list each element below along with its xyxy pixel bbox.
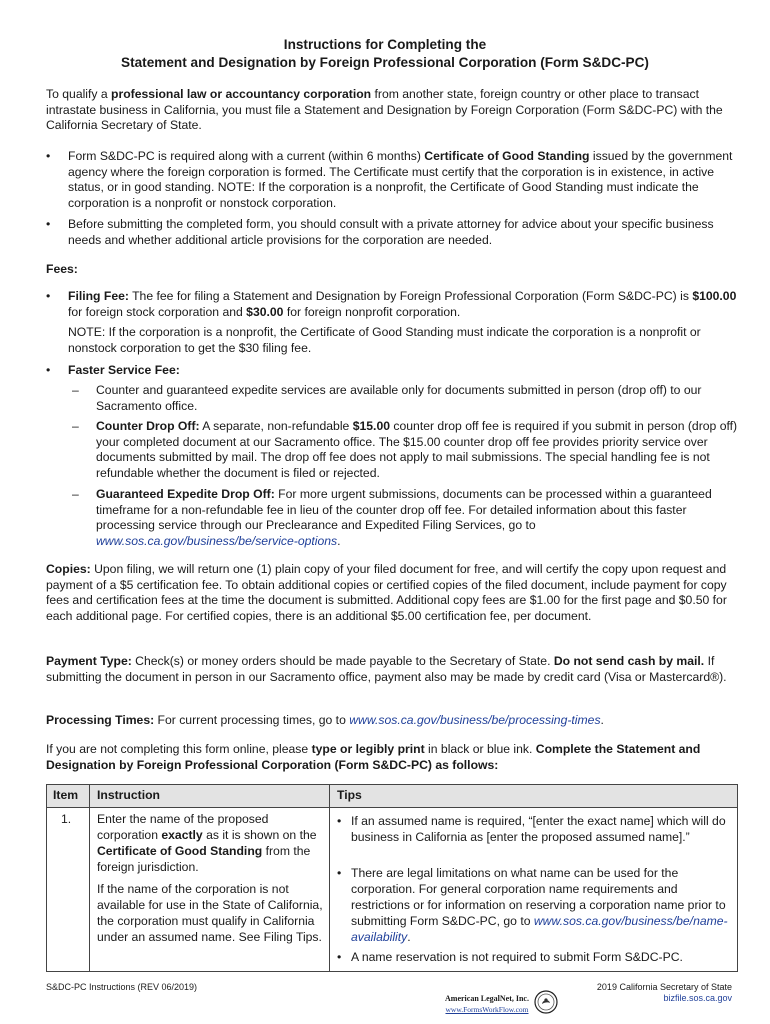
instructions-table: Item Instruction Tips 1. Enter the name of the proposed corporation exactly as it is shown on the Certificate of Good Standing from the foreign jurisdiction. If the name of the corporation is not available for use in the State of California, the corporation must qualify in California under an assumed name. See Filing Tips. • If an assumed name is required, “[enter the exact name] which will do business in California as [enter the proposed assumed name].” • There are legal limitations on what name can be used for the corporation. For general corporation name requirements and restrictions or for information on reserving a corporation name prior to submitting Form S&DC-PC, go to www.sos.ca.gov/business/be/name-availability. • A name reservation is not required to submit Form S&DC-PC. <box>46 784 738 972</box>
bullet-icon: • <box>46 217 51 231</box>
fees-heading: Fees: <box>46 262 78 276</box>
document-page: Instructions for Completing the Statement and Designation by Foreign Professional Corporation (Form S&DC-PC) To qualify a professional law or accountancy corporation from another state, foreign country or other place to transact intrastate business in California, you must file a Statement and Designation by Foreign Corporation (Form S&DC-PC) with the California Secretary of State. • Form S&DC-PC is required along with a current (within 6 months) Certificate of Good Standing issued by the government agency where the foreign corporation is formed. The Certificate must certify that the corporation is in existence, in active status, or in good standing. NOTE: If the corporation is a nonprofit, the Certificate of Good Standing must indicate the corporation is a nonprofit or nonstock corporation. • Before submitting the completed form, you should consult with a private attorney for advice about your specific business needs and whether additional article provisions for the corporation are needed. Fees: • Filing Fee: The fee for filing a Statement and Designation by Foreign Professional Corporation (Form S&DC-PC) is $100.00 for foreign stock corporation and $30.00 for foreign nonprofit corporation. NOTE: If the corporation is a nonprofit, the Certificate of Good Standing must indicate the corporation is a nonprofit or nonstock corporation to get the $30 filing fee. • Faster Service Fee: – Counter and guaranteed expedite services are available only for documents submitted in person (drop off) to our Sacramento office. – Counter Drop Off: A separate, non-refundable $15.00 counter drop off fee is required if you submit in person (drop off) your completed document at our Sacramento office. The $15.00 counter drop off fee provides priority service over documents submitted by mail. The drop off fee does not apply to mail submissions. The special handling fee is not refundable whether the document is filed or rejected. – Guaranteed Expedite Drop Off: For more urgent submissions, documents can be processed within a guaranteed timeframe for a non-refundable fee in lieu of the counter drop off fee. For detailed information about this faster processing service through our Preclearance and Expedited Filing Services, go to www.sos.ca.gov/business/be/service-options. Copies: Upon filing, we will return one (1) plain copy of your filed document for free, and will certify the copy upon request and payment of a $5 certification fee. To obtain additional copies or certified copies of the filed document, include payment for copy fees and certification fees at the time the document is submitted. Additional copy fees are $1.00 for the first page and $0.50 for each additional page. For certified copies, there is an additional $5.00 certification fee, per document. Payment Type: Check(s) or money orders should be made payable to the Secretary of State. Do not send cash by mail. If submitting the document in person in our Sacramento office, payment also may be made by credit card (Visa or Mastercard®). Processing Times: For current processing times, go to www.sos.ca.gov/business/be/processing-times. If you are not completing this form online, please type or legibly print in black or blue ink. Complete the Statement and Designation by Foreign Professional Corporation (Form S&DC-PC) as follows: Item Instruction Tips 1. Enter the name of the proposed corporation exactly as it is shown on the Certificate of Good Standing from the foreign jurisdiction. If the name of the corporation is not available for use in the State of California, the corporation must qualify in California under an assumed name. See Filing Tips. • If an assumed name is required, “[enter the exact name] which will do business in California as [enter the proposed assumed name].” • There are legal limitations on what name can be used for the corporation. For general corporation name requirements and restrictions or for information on reserving a corporation name prior to submitting Form S&DC-PC, go to www.sos.ca.gov/business/be/name-availability. • A name reservation is not required to submit Form S&DC-PC. S&DC-PC Instructions (REV 06/2019) 2019 California Secretary of State bizfile.sos.ca.gov American LegalNet, Inc. www.FormsWorkFlow.com <box>0 0 770 1024</box>
bullet-icon: • <box>46 149 51 163</box>
copies-paragraph: Copies: Upon filing, we will return one (1) plain copy of your filed document for free, and will certify the copy upon request and payment of a $5 certification fee. To obtain additional copies or certified copies of the filed document, include payment for copy fees and certification fees at the time the document is submitted. Additional copy fees are $1.00 for the first page and $0.50 for each additional page. For certified copies, there is an additional $5.00 certification fee, per document. <box>46 562 727 623</box>
filing-fee-note: NOTE: If the corporation is a nonprofit, the Certificate of Good Standing must indicate the corporation is a nonprofit or nonstock corporation to get the $30 filing fee. <box>68 325 701 355</box>
complete-instructions: If you are not completing this form online, please type or legibly print in black or blue ink. Complete the Statement and Designation by Foreign Professional Corporation (Form S&DC-PC) as follows: <box>46 742 701 772</box>
table-divider <box>89 785 90 971</box>
processing-paragraph: Processing Times: For current processing times, go to www.sos.ca.gov/business/be/processing-times. <box>46 713 604 727</box>
bullet-icon: • <box>46 289 51 303</box>
seal-icon <box>534 990 558 1014</box>
dash-icon: – <box>72 419 79 433</box>
processing-times-link[interactable]: www.sos.ca.gov/business/be/processing-times <box>349 713 601 727</box>
american-legalnet-logo <box>444 990 560 1018</box>
logo-name: American LegalNet, Inc. <box>445 994 529 1003</box>
bullet-icon: • <box>46 363 51 377</box>
page-title-line-2: Statement and Designation by Foreign Professional Corporation (Form S&DC-PC) <box>121 55 649 70</box>
instruction-enter-name: Enter the name of the proposed corporation exactly as it is shown on the Certificate of Good Standing from the foreign jurisdiction. <box>97 812 317 874</box>
instruction-assumed-name: If the name of the corporation is not available for use in the State of California, the corporation must qualify in California under an assumed name. See Filing Tips. <box>97 882 323 944</box>
footer-right <box>597 982 732 1004</box>
bullet-icon: • <box>337 866 342 880</box>
page-title-line-1: Instructions for Completing the <box>283 37 487 52</box>
footer-form-id: S&DC-PC Instructions (REV 06/2019) <box>46 982 198 992</box>
name-availability-link[interactable]: www.sos.ca.gov/business/be/name-availability <box>351 914 728 944</box>
table-divider <box>329 785 330 971</box>
bullet-icon: • <box>337 950 342 964</box>
header-instruction: Instruction <box>97 788 160 802</box>
service-options-link[interactable]: www.sos.ca.gov/business/be/service-options <box>96 533 338 548</box>
intro-paragraph: To qualify a professional law or accountancy corporation from another state, foreign country or other place to transact intrastate business in California, you must file a Statement and Designation by Foreign Corporation (Form S&DC-PC) with the California Secretary of State. <box>46 87 723 133</box>
header-tips: Tips <box>337 788 362 802</box>
payment-paragraph: Payment Type: Check(s) or money orders should be made payable to the Secretary of State. Do not send cash by mail. If submitting the document in person in our Sacramento office, payment also may be made by credit card (Visa or Mastercard®). <box>46 654 727 684</box>
footer-copyright: 2019 California Secretary of State <box>596 982 732 992</box>
footer-site-link[interactable]: bizfile.sos.ca.gov <box>663 993 732 1003</box>
dash-icon: – <box>72 487 79 501</box>
header-item: Item <box>53 788 79 802</box>
logo-url[interactable]: www.FormsWorkFlow.com <box>445 1005 529 1014</box>
dash-icon: – <box>72 383 79 397</box>
row-item-number: 1. <box>61 812 72 826</box>
bullet-icon: • <box>337 814 342 828</box>
